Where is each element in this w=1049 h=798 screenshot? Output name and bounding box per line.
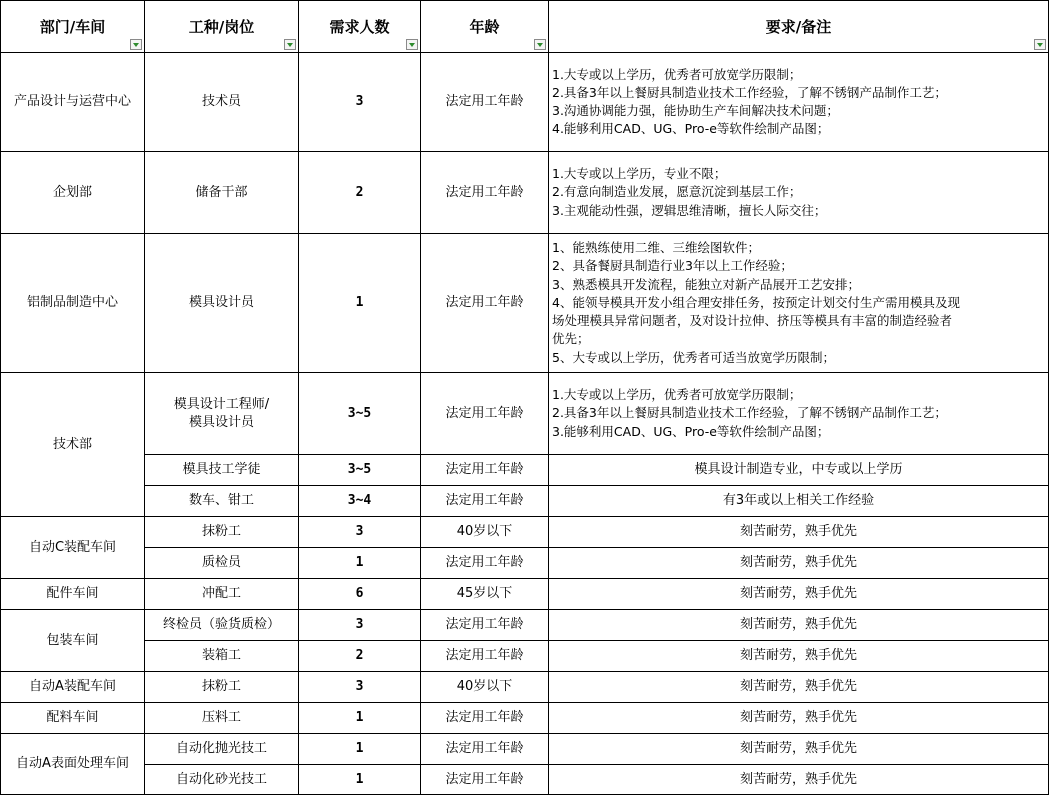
note-line: 1.大专或以上学历，专业不限； [552,166,727,182]
note-line: 场处理模具异常问题者，及对设计拉伸、挤压等模具有丰富的制造经验者 [552,313,953,329]
age-cell[interactable]: 法定用工年龄 [421,53,549,152]
notes-cell[interactable] [549,373,1049,455]
age-cell[interactable]: 40岁以下 [421,517,549,548]
header-age [421,1,549,53]
job-cell[interactable]: 压料工 [145,703,299,734]
count-cell[interactable]: 3~5 [299,455,421,486]
age-cell[interactable]: 40岁以下 [421,672,549,703]
table-row [1,548,1049,579]
filter-dropdown-icon[interactable] [406,39,418,50]
table-row [1,517,1049,548]
header-label: 需求人数 [329,17,390,36]
table-row [1,610,1049,641]
age-cell[interactable]: 法定用工年龄 [421,486,549,517]
count-cell[interactable]: 3 [299,53,421,152]
count-cell[interactable]: 2 [299,152,421,234]
table-row [1,703,1049,734]
note-line: 优先； [552,331,590,347]
age-cell[interactable]: 法定用工年龄 [421,373,549,455]
note-line: 3.沟通协调能力强，能协助生产车间解决技术问题； [552,103,839,118]
notes-cell[interactable]: 刻苦耐劳，熟手优先 [549,610,1049,641]
notes-cell[interactable]: 刻苦耐劳，熟手优先 [549,765,1049,795]
age-cell[interactable]: 法定用工年龄 [421,152,549,234]
age-cell[interactable]: 法定用工年龄 [421,610,549,641]
job-cell[interactable] [145,373,299,455]
note-line: 2.有意向制造业发展，愿意沉淀到基层工作； [552,184,802,200]
job-line: 模具设计员 [188,414,254,430]
job-cell[interactable]: 技术员 [145,53,299,152]
dept-cell[interactable]: 自动A装配车间 [1,672,145,703]
notes-cell[interactable]: 刻苦耐劳，熟手优先 [549,548,1049,579]
header-row [1,1,1049,53]
age-cell[interactable]: 法定用工年龄 [421,703,549,734]
note-line: 1.大专或以上学历，优秀者可放宽学历限制； [552,387,802,403]
notes-cell[interactable] [549,53,1049,152]
dept-cell[interactable]: 配件车间 [1,579,145,610]
table-row [1,152,1049,234]
table-row [1,373,1049,455]
count-cell[interactable]: 3~4 [299,486,421,517]
job-cell[interactable]: 模具技工学徒 [145,455,299,486]
table-row [1,486,1049,517]
notes-cell[interactable] [549,152,1049,234]
job-cell[interactable]: 模具设计员 [145,234,299,373]
note-line: 4、能领导模具开发小组合理安排任务，按预定计划交付生产需用模具及现 [552,294,960,310]
job-line: 模具设计工程师/ [173,396,270,412]
note-line: 2.具备3年以上餐厨具制造业技术工作经验，了解不锈钢产品制作工艺； [552,405,947,421]
notes-cell[interactable]: 刻苦耐劳，熟手优先 [549,734,1049,765]
notes-cell[interactable]: 有3年或以上相关工作经验 [549,486,1049,517]
table-row [1,455,1049,486]
count-cell[interactable]: 3~5 [299,373,421,455]
count-cell[interactable]: 1 [299,703,421,734]
note-line: 1.大专或以上学历，优秀者可放宽学历限制； [552,66,802,82]
dept-cell[interactable]: 企划部 [1,152,145,234]
age-cell[interactable]: 45岁以下 [421,579,549,610]
count-cell[interactable]: 1 [299,234,421,373]
note-line: 3、熟悉模具开发流程，能独立对新产品展开工艺安排； [552,276,860,292]
job-cell[interactable]: 抹粉工 [145,672,299,703]
dept-cell[interactable]: 包装车间 [1,610,145,672]
filter-dropdown-icon[interactable] [534,39,546,50]
header-label: 部门/车间 [39,17,106,36]
dept-cell[interactable]: 自动A表面处理车间 [1,734,145,795]
header-count [299,1,421,53]
header-job [145,1,299,53]
job-cell[interactable]: 储备干部 [145,152,299,234]
count-cell[interactable]: 6 [299,579,421,610]
table-row [1,53,1049,152]
notes-cell[interactable]: 刻苦耐劳，熟手优先 [549,517,1049,548]
filter-dropdown-icon[interactable] [1034,39,1046,50]
note-line: 1、能熟练使用二维、三维绘图软件； [552,240,760,256]
header-label: 年龄 [469,17,500,36]
dept-cell[interactable]: 技术部 [1,373,145,517]
job-cell[interactable]: 自动化抛光技工 [145,734,299,765]
count-cell[interactable]: 3 [299,517,421,548]
note-line: 2.具备3年以上餐厨具制造业技术工作经验，了解不锈钢产品制作工艺； [552,84,947,100]
table-row [1,765,1049,795]
age-cell[interactable]: 法定用工年龄 [421,455,549,486]
count-cell[interactable]: 3 [299,672,421,703]
job-cell[interactable]: 自动化砂光技工 [145,765,299,795]
table-row [1,734,1049,765]
age-cell[interactable]: 法定用工年龄 [421,641,549,672]
job-cell[interactable]: 抹粉工 [145,517,299,548]
table-row [1,579,1049,610]
header-label: 工种/岗位 [188,17,255,36]
notes-cell[interactable]: 刻苦耐劳，熟手优先 [549,579,1049,610]
filter-dropdown-icon[interactable] [284,39,296,50]
job-cell[interactable]: 终检员（验货质检） [145,610,299,641]
table-row [1,672,1049,703]
notes-cell[interactable]: 刻苦耐劳，熟手优先 [549,641,1049,672]
note-line: 2、具备餐厨具制造行业3年以上工作经验； [552,258,793,274]
notes-cell[interactable]: 刻苦耐劳，熟手优先 [549,703,1049,734]
count-cell[interactable]: 1 [299,548,421,579]
header-dept [1,1,145,53]
dept-cell[interactable]: 铝制品制造中心 [1,234,145,373]
table-row [1,234,1049,373]
header-notes [549,1,1049,53]
note-line: 4.能够利用CAD、UG、Pro-e等软件绘制产品图； [552,121,830,137]
note-line: 3.主观能动性强，逻辑思维清晰，擅长人际交往； [552,202,827,218]
age-cell[interactable]: 法定用工年龄 [421,765,549,795]
note-line: 3.能够利用CAD、UG、Pro-e等软件绘制产品图； [552,423,830,439]
dept-cell[interactable]: 自动C装配车间 [1,517,145,579]
dept-cell[interactable]: 配料车间 [1,703,145,734]
notes-cell[interactable]: 刻苦耐劳，熟手优先 [549,672,1049,703]
job-cell[interactable]: 冲配工 [145,579,299,610]
age-cell[interactable]: 法定用工年龄 [421,548,549,579]
dept-cell[interactable]: 产品设计与运营中心 [1,53,145,152]
age-cell[interactable]: 法定用工年龄 [421,234,549,373]
header-label: 要求/备注 [765,17,832,36]
filter-dropdown-icon[interactable] [130,39,142,50]
count-cell[interactable]: 2 [299,641,421,672]
job-cell[interactable]: 数车、钳工 [145,486,299,517]
table-row [1,641,1049,672]
age-cell[interactable]: 法定用工年龄 [421,734,549,765]
count-cell[interactable]: 3 [299,610,421,641]
note-line: 5、大专或以上学历，优秀者可适当放宽学历限制； [552,349,835,365]
job-cell[interactable]: 质检员 [145,548,299,579]
job-cell[interactable]: 装箱工 [145,641,299,672]
notes-cell[interactable]: 模具设计制造专业，中专或以上学历 [549,455,1049,486]
notes-cell[interactable] [549,234,1049,373]
count-cell[interactable]: 1 [299,765,421,795]
count-cell[interactable]: 1 [299,734,421,765]
